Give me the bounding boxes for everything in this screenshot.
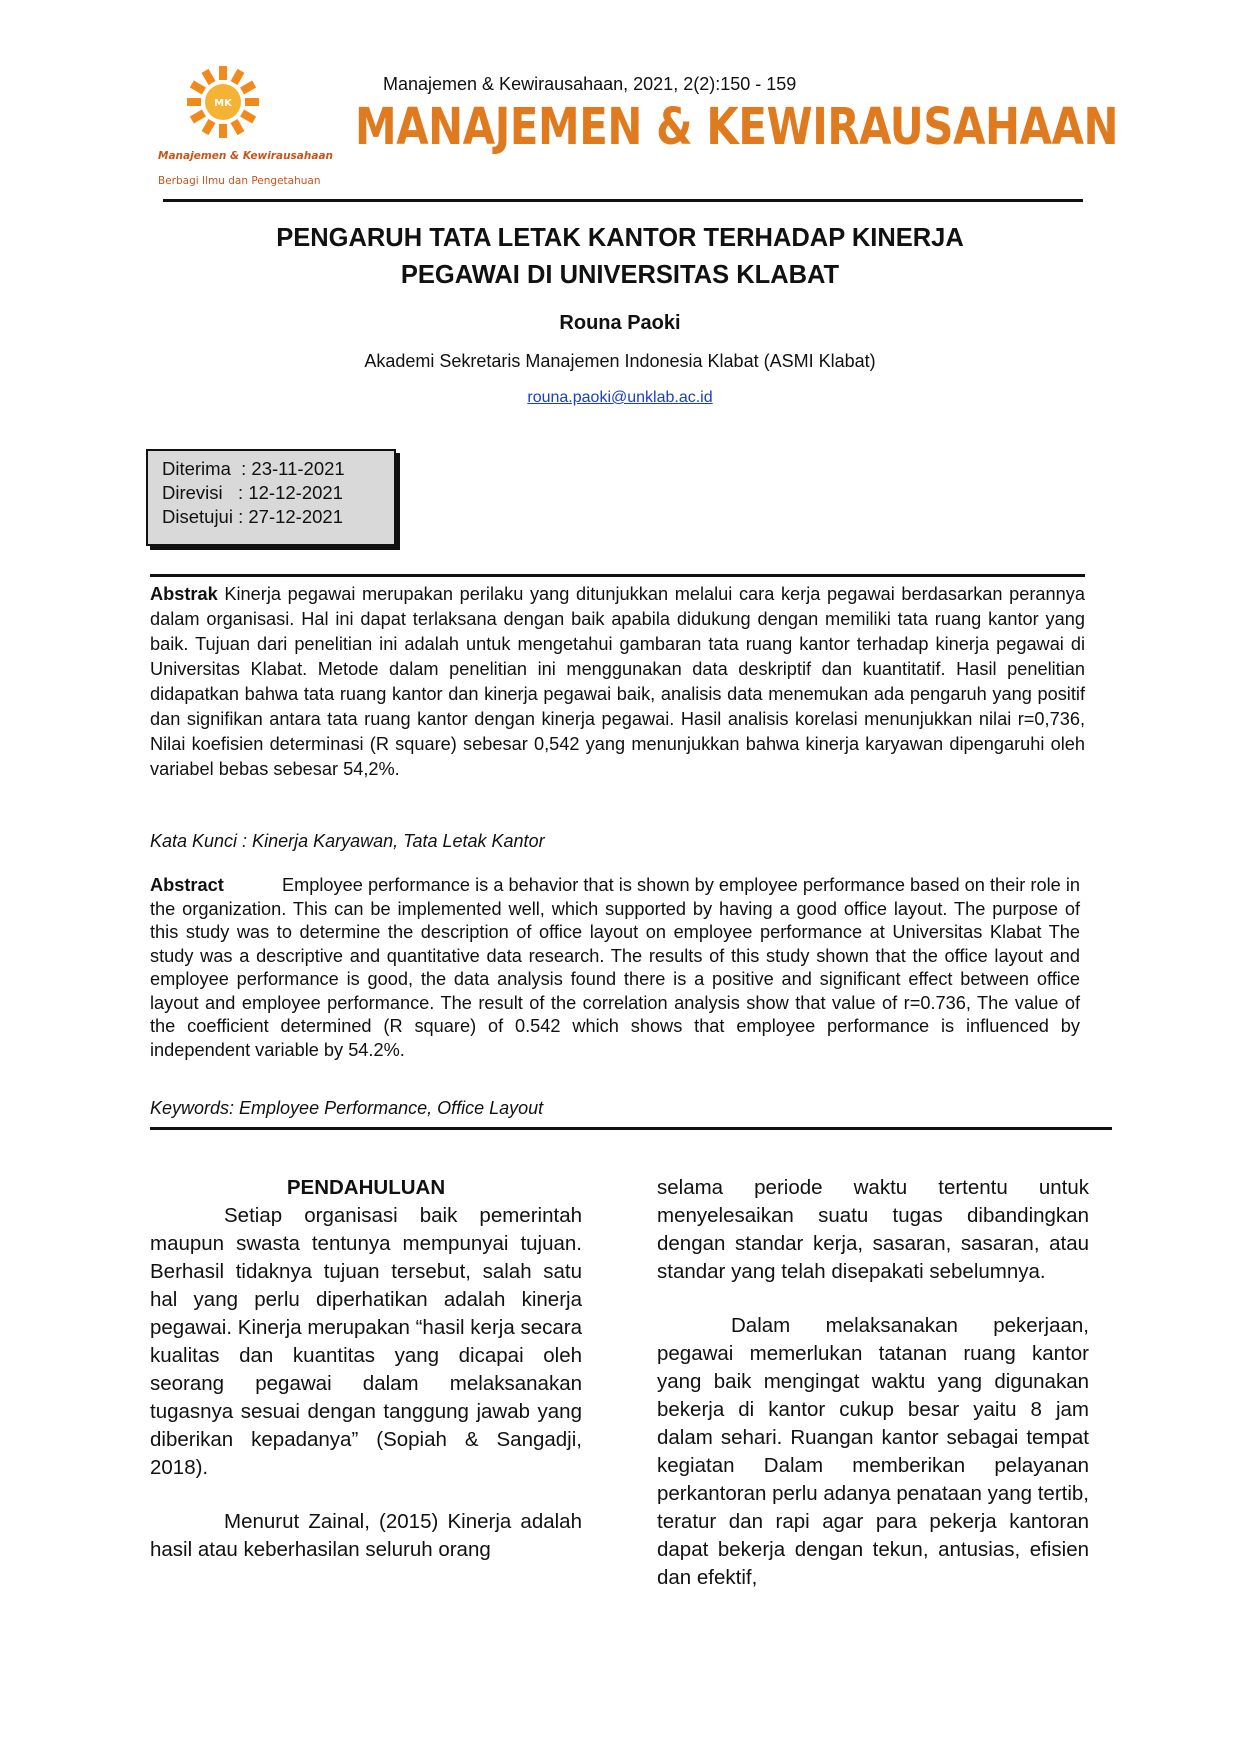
abstrak-text: Kinerja pegawai merupakan perilaku yang ditunjukkan melalui cara kerja pegawai berdasarkan perannya dalam organisasi. Hal ini dapat terlaksana dengan baik apabila didukung dengan memiliki tata ruang kantor yang baik. Tujuan dari penelitian ini adalah untuk mengetahui gambaran tata ruang kantor terhadap kinerja pegawai di Universitas Klabat. Metode dalam penelitian ini menggunakan data deskriptif dan kuantitatif. Hasil penelitian didapatkan bahwa tata ruang kantor dan kinerja pegawai baik, analisis data menemukan ada pengaruh yang positif dan signifikan antara tata ruang kantor dengan kinerja pegawai. Hasil analisis korelasi menunjukkan nilai r=0,736, Nilai koefisien determinasi (R square) sebesar 0,542 yang menunjukkan bahwa kinerja karyawan dipengaruhi oleh variabel bebas sebesar 54,2%. <box>150 584 1085 779</box>
abstract-top-divider <box>150 574 1085 577</box>
logo-name: Manajemen & Kewirausahaan <box>158 150 333 162</box>
kata-kunci: Kata Kunci : Kinerja Karyawan, Tata Letak Kantor <box>150 831 545 851</box>
svg-text:MK: MK <box>214 98 232 109</box>
author-email-link[interactable]: rouna.paoki@unklab.ac.id <box>527 389 713 406</box>
journal-title: MANAJEMEN & KEWIRAUSAHAAN <box>355 98 1119 157</box>
date-accepted: Disetujui : 27-12-2021 <box>162 506 343 527</box>
keywords: Keywords: Employee Performance, Office Layout <box>150 1098 544 1118</box>
article-title-line-2: PEGAWAI DI UNIVERSITAS KLABAT <box>400 261 840 289</box>
author-affiliation: Akademi Sekretaris Manajemen Indonesia Klabat (ASMI Klabat) <box>364 351 876 371</box>
abstract-label: Abstract <box>150 875 224 895</box>
date-received: Diterima : 23-11-2021 <box>162 458 345 479</box>
section-heading: PENDAHULUAN <box>286 1176 446 1199</box>
submission-dates-box <box>146 449 396 546</box>
abstract-bottom-divider <box>150 1127 1112 1130</box>
abstract-text: Employee performance is a behavior that is shown by employee performance based on their role in the organization. This can be implemented well, which supported by having a good office layout. The purpose of this study was to determine the description of office layout on employee performance at Universitas Klabat The study was a descriptive and quantitative data research. The results of this study shown that the office layout and employee performance is good, the data analysis found there is a positive and significant effect between office layout and employee performance. The result of the correlation analysis show that value of r=0.736, The value of the coefficient determined (R square) of 0.542 which shows that employee performance is influenced by independent variable by 54.2%. <box>150 875 1080 1060</box>
abstrak-label: Abstrak <box>150 584 218 604</box>
author-name: Rouna Paoki <box>559 312 681 334</box>
left-column <box>150 1174 582 1564</box>
intro-paragraph-3: Dalam melaksanakan pekerjaan, pegawai memerlukan tatanan ruang kantor yang baik mengingat waktu yang digunakan bekerja di kantor cukup besar yaitu 8 jam dalam sehari. Ruangan kantor sebagai tempat kegiatan Dalam memberikan pelayanan perkantoran perlu adanya penataan yang tertib, teratur dan rapi agar para pekerja kantoran dapat bekerja dengan tekun, antusias, efisien dan efektif, <box>657 1314 1089 1589</box>
article-title-line-1: PENGARUH TATA LETAK KANTOR TERHADAP KINERJA <box>276 224 964 252</box>
logo-tagline: Berbagi Ilmu dan Pengetahuan <box>158 175 321 187</box>
date-revised: Direvisi : 12-12-2021 <box>162 482 343 503</box>
right-column <box>657 1174 1089 1592</box>
journal-citation: Manajemen & Kewirausahaan, 2021, 2(2):150 - 159 <box>383 74 797 94</box>
intro-paragraph-2: Menurut Zainal, (2015) Kinerja adalah hasil atau keberhasilan seluruh orang <box>150 1510 582 1561</box>
abstrak-paragraph <box>150 582 1085 782</box>
intro-paragraph-2-cont: selama periode waktu tertentu untuk menyelesaikan suatu tugas dibandingkan dengan standar kerja, sasaran, sasaran, atau standar yang telah disepakati sebelumnya. <box>657 1176 1089 1283</box>
header-divider <box>163 199 1083 202</box>
intro-paragraph-1: Setiap organisasi baik pemerintah maupun swasta tentunya mempunyai tujuan. Berhasil tidaknya tujuan tersebut, salah satu hal yang perlu diperhatikan adalah kinerja pegawai. Kinerja merupakan “hasil kerja secara kualitas dan kuantitas yang dicapai oleh seorang pegawai dalam melaksanakan tugasnya sesuai dengan tanggung jawab yang diberikan kepadanya” (Sopiah & Sangadji, 2018). <box>150 1204 582 1479</box>
abstract-paragraph <box>150 874 1080 1062</box>
sun-burst-icon <box>158 64 268 144</box>
